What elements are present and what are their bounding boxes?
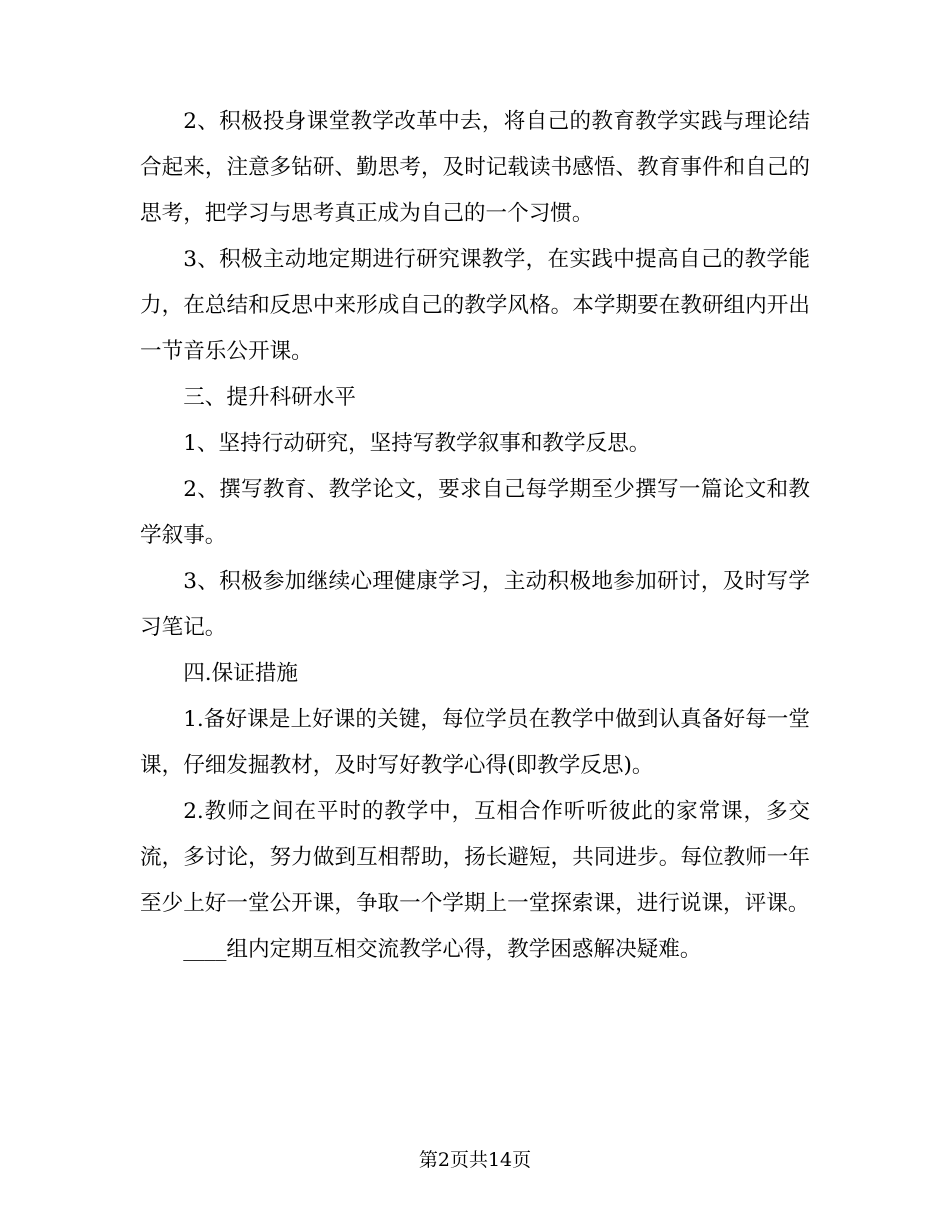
paragraph-lesson-prep: 1.备好课是上好课的关键，每位学员在教学中做到认真备好每一堂课，仔细发掘教材，及时写好教学心得(即教学反思)。 — [140, 707, 810, 778]
document-body — [140, 99, 810, 973]
paragraph-write-papers: 2、撰写教育、教学论文，要求自己每学期至少撰写一篇论文和教学叙事。 — [140, 477, 810, 548]
paragraph-teaching-reform: 2、积极投身课堂教学改革中去，将自己的教育教学实践与理论结合起来，注意多钻研、勤思考，及时记载读书感悟、教育事件和自己的思考，把学习与思考真正成为自己的一个习惯。 — [140, 109, 810, 226]
paragraph-action-research: 1、坚持行动研究，坚持写教学叙事和教学反思。 — [183, 431, 651, 456]
paragraph-research-lessons: 3、积极主动地定期进行研究课教学，在实践中提高自己的教学能力，在总结和反思中来形成自己的教学风格。本学期要在教研组内开出一节音乐公开课。 — [140, 247, 810, 364]
paragraph-group-exchange: ____组内定期互相交流教学心得，教学困惑解决疑难。 — [183, 937, 702, 962]
paragraph-teacher-cooperation: 2.教师之间在平时的教学中，互相合作听听彼此的家常课，多交流，多讨论，努力做到互相帮助，扬长避短，共同进步。每位教师一年至少上好一堂公开课，争取一个学期上一堂探索课，进行说课，评课。 — [140, 799, 810, 916]
page-number-footer: 第2页共14页 — [418, 1149, 532, 1171]
section-heading-measures: 四.保证措施 — [183, 661, 299, 686]
paragraph-mental-health-study: 3、积极参加继续心理健康学习，主动积极地参加研讨，及时写学习笔记。 — [140, 569, 810, 640]
section-heading-research: 三、提升科研水平 — [183, 385, 356, 410]
